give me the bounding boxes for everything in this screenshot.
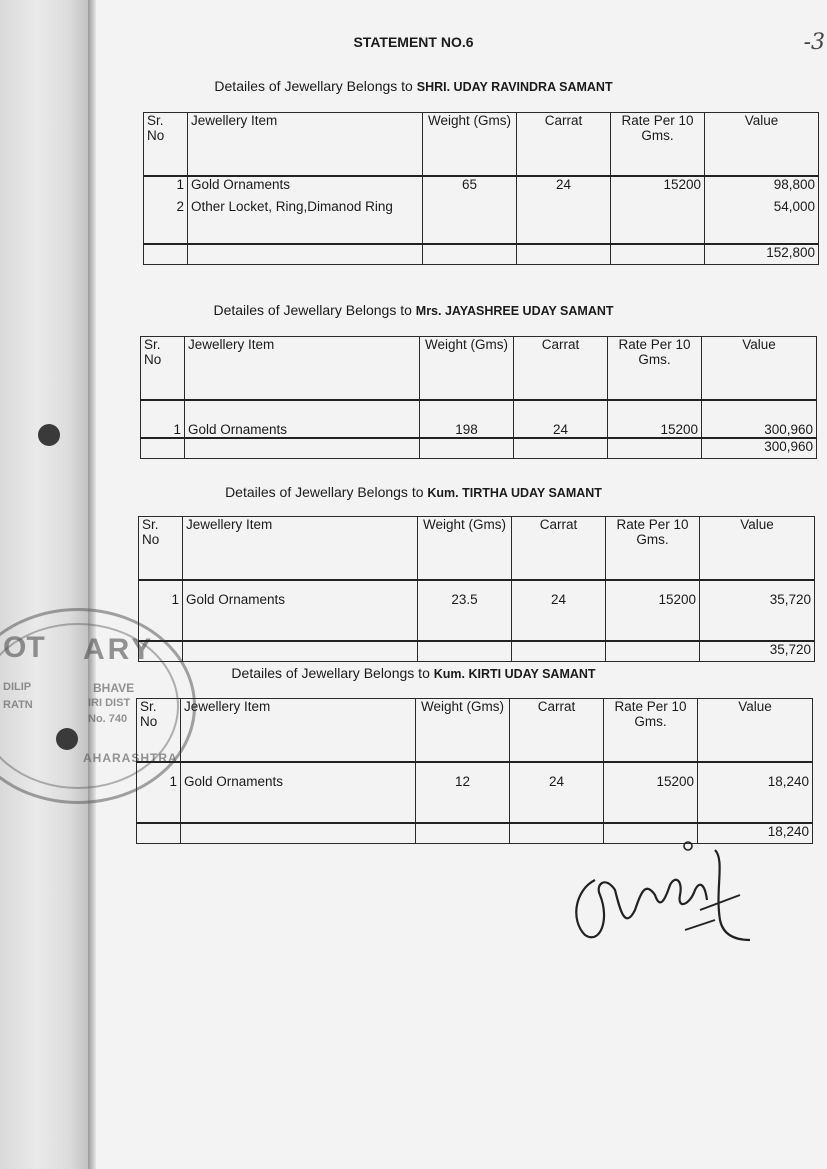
header-item: Jewellery Item (185, 337, 420, 401)
cell-item: Gold Ornaments (188, 176, 423, 199)
table-row-empty (137, 800, 813, 823)
owner-name: Kum. KIRTI UDAY SAMANT (433, 667, 596, 681)
header-sr-no: Sr. No (141, 337, 185, 401)
jewellery-table (143, 112, 819, 265)
header-value: Value (700, 517, 815, 581)
table-row (141, 400, 817, 438)
header-rate: Rate Per 10 Gms. (606, 517, 700, 581)
header-carrat: Carrat (510, 699, 604, 763)
cell-sr: 1 (144, 176, 188, 199)
stamp-text: IRI DIST (88, 697, 131, 709)
header-value: Value (705, 113, 819, 177)
cell-carrat: 24 (510, 762, 604, 800)
stamp-text: No. 740 (88, 713, 128, 725)
handwritten-signature (565, 840, 765, 950)
header-weight: Weight (Gms) (420, 337, 514, 401)
table-total-row (141, 438, 817, 459)
page-number-note: -3 (803, 30, 825, 55)
section-title (0, 665, 827, 681)
header-item: Jewellery Item (181, 699, 416, 763)
stamp-text: DILIP (3, 681, 32, 693)
cell-value: 98,800 (705, 176, 819, 199)
cell-carrat: 24 (517, 176, 611, 199)
table-row (139, 580, 815, 618)
cell-carrat: 24 (514, 400, 608, 438)
total-value: 35,720 (700, 641, 815, 662)
section-prefix: Detailes of Jewellary Belongs to (225, 484, 428, 500)
owner-name: Kum. TIRTHA UDAY SAMANT (427, 486, 602, 500)
header-weight: Weight (Gms) (418, 517, 512, 581)
stamp-text: RATN (3, 699, 33, 711)
statement-title: STATEMENT NO.6 (353, 34, 474, 50)
cell-rate (611, 199, 705, 221)
jewellery-table (136, 698, 813, 844)
cell-value: 54,000 (705, 199, 819, 221)
total-value: 18,240 (698, 823, 813, 844)
header-item: Jewellery Item (188, 113, 423, 177)
stamp-text: BHAVE (93, 681, 135, 695)
cell-item: Gold Ornaments (185, 400, 420, 438)
header-value: Value (698, 699, 813, 763)
owner-name: Mrs. JAYASHREE UDAY SAMANT (415, 304, 614, 318)
cell-carrat: 24 (512, 580, 606, 618)
cell-weight: 198 (420, 400, 514, 438)
cell-sr: 1 (139, 580, 183, 618)
table-total-row (144, 244, 819, 265)
punch-hole-top (38, 424, 60, 446)
header-rate: Rate Per 10 Gms. (611, 113, 705, 177)
header-sr-no: Sr. No (144, 113, 188, 177)
header-carrat: Carrat (512, 517, 606, 581)
stamp-text: ARY (83, 633, 155, 666)
cell-rate: 15200 (604, 762, 698, 800)
cell-value: 18,240 (698, 762, 813, 800)
cell-weight (423, 199, 517, 221)
cell-value: 35,720 (700, 580, 815, 618)
table-row (144, 199, 819, 221)
table-row (137, 762, 813, 800)
cell-weight: 12 (416, 762, 510, 800)
header-carrat: Carrat (517, 113, 611, 177)
stamp-text: OT (3, 631, 45, 664)
total-value: 300,960 (702, 438, 817, 459)
jewellery-table (140, 336, 817, 459)
cell-weight: 23.5 (418, 580, 512, 618)
section-prefix: Detailes of Jewellary Belongs to (213, 302, 416, 318)
section-title (0, 78, 827, 94)
header-item: Jewellery Item (183, 517, 418, 581)
header-rate: Rate Per 10 Gms. (608, 337, 702, 401)
header-weight: Weight (Gms) (416, 699, 510, 763)
header-rate: Rate Per 10 Gms. (604, 699, 698, 763)
cell-carrat (517, 199, 611, 221)
table-total-row (139, 641, 815, 662)
header-sr-no: Sr. No (139, 517, 183, 581)
table-row-empty (144, 221, 819, 244)
table-row-empty (139, 618, 815, 641)
binding-edge (0, 0, 92, 1169)
cell-item: Other Locket, Ring,Dimanod Ring (188, 199, 423, 221)
cell-sr: 2 (144, 199, 188, 221)
cell-value: 300,960 (702, 400, 817, 438)
section-prefix: Detailes of Jewellary Belongs to (231, 665, 434, 681)
section-prefix: Detailes of Jewellary Belongs to (214, 78, 417, 94)
section-title (0, 302, 827, 318)
cell-sr: 1 (141, 400, 185, 438)
cell-rate: 15200 (606, 580, 700, 618)
header-sr-no: Sr. No (137, 699, 181, 763)
cell-item: Gold Ornaments (183, 580, 418, 618)
table-row (144, 176, 819, 199)
cell-item: Gold Ornaments (181, 762, 416, 800)
header-value: Value (702, 337, 817, 401)
header-carrat: Carrat (514, 337, 608, 401)
total-value: 152,800 (705, 244, 819, 265)
cell-sr: 1 (137, 762, 181, 800)
cell-rate: 15200 (611, 176, 705, 199)
jewellery-table (138, 516, 815, 662)
section-title (0, 484, 827, 500)
cell-weight: 65 (423, 176, 517, 199)
stamp-text: AHARASHTRA (83, 751, 178, 765)
cell-rate: 15200 (608, 400, 702, 438)
owner-name: SHRI. UDAY RAVINDRA SAMANT (416, 80, 613, 94)
binding-shadow (88, 0, 96, 1169)
header-weight: Weight (Gms) (423, 113, 517, 177)
